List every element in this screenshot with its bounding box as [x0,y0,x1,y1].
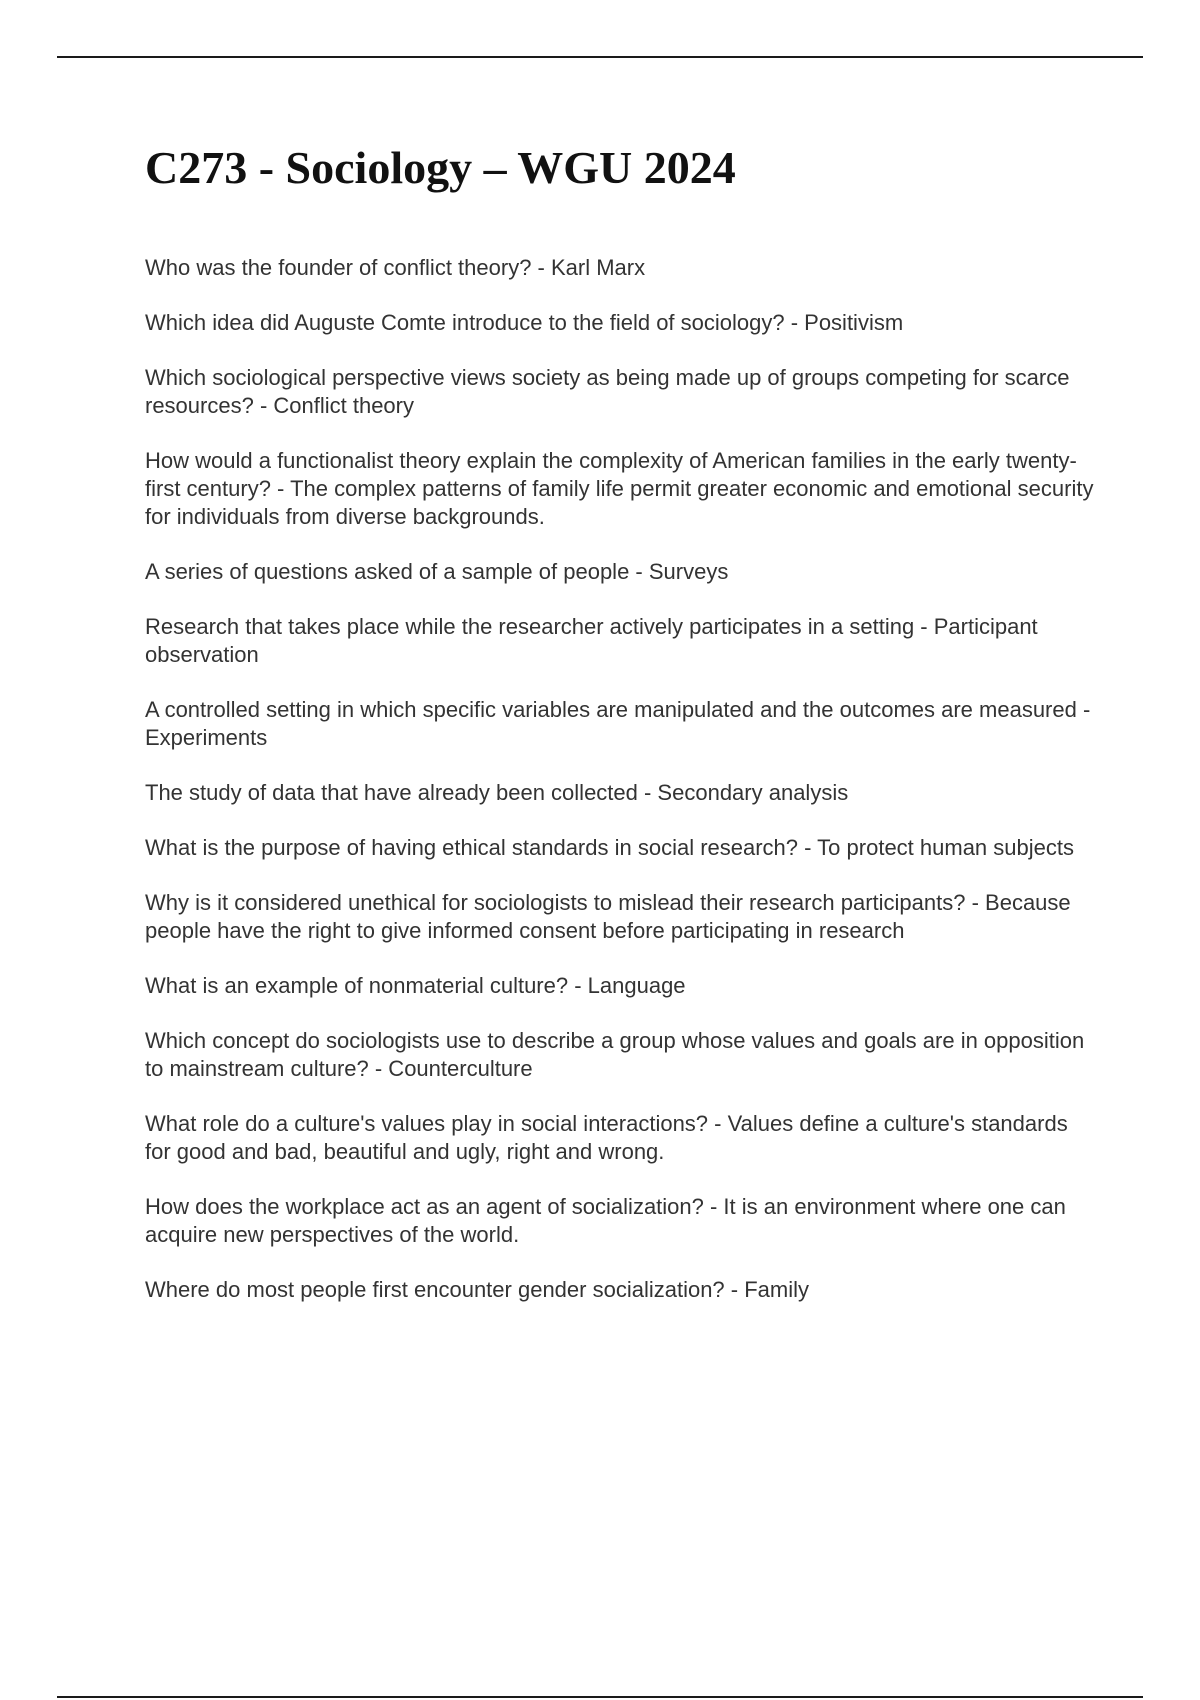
document-title: C273 - Sociology – WGU 2024 [145,142,736,193]
qa-item: Which sociological perspective views society as being made up of groups competing for scarce resources? - Conflict theory [145,365,1070,418]
qa-item: A controlled setting in which specific variables are manipulated and the outcomes are measured - Experiments [145,697,1091,750]
qa-item: Research that takes place while the researcher actively participates in a setting - Participant observation [145,614,1038,667]
qa-item: The study of data that have already been collected - Secondary analysis [145,780,849,805]
qa-item: Which idea did Auguste Comte introduce to the field of sociology? - Positivism [145,310,904,335]
qa-item: What is an example of nonmaterial culture? - Language [145,973,686,998]
qa-item: What is the purpose of having ethical standards in social research? - To protect human subjects [145,835,1074,860]
qa-item: How does the workplace act as an agent of socialization? - It is an environment where one can acquire new perspectives of the world. [145,1194,1066,1247]
qa-item: Which concept do sociologists use to describe a group whose values and goals are in opposition to mainstream culture? - Counterculture [145,1028,1085,1081]
qa-item: What role do a culture's values play in social interactions? - Values define a culture's standards for good and bad, beautiful and ugly, right and wrong. [145,1111,1068,1164]
qa-item: Who was the founder of conflict theory? - Karl Marx [145,255,646,280]
qa-list [145,254,1095,1331]
footer-rule [57,1696,1143,1698]
qa-item: How would a functionalist theory explain the complexity of American families in the early twenty-first century? - The complex patterns of family life permit greater economic and emotional security for individuals from diverse backgrounds. [145,448,1094,529]
qa-item: A series of questions asked of a sample of people - Surveys [145,559,729,584]
header-rule [57,56,1143,58]
qa-item: Why is it considered unethical for sociologists to mislead their research participants? - Because people have the right to give informed consent before participating in research [145,890,1071,943]
qa-item: Where do most people first encounter gender socialization? - Family [145,1277,809,1302]
